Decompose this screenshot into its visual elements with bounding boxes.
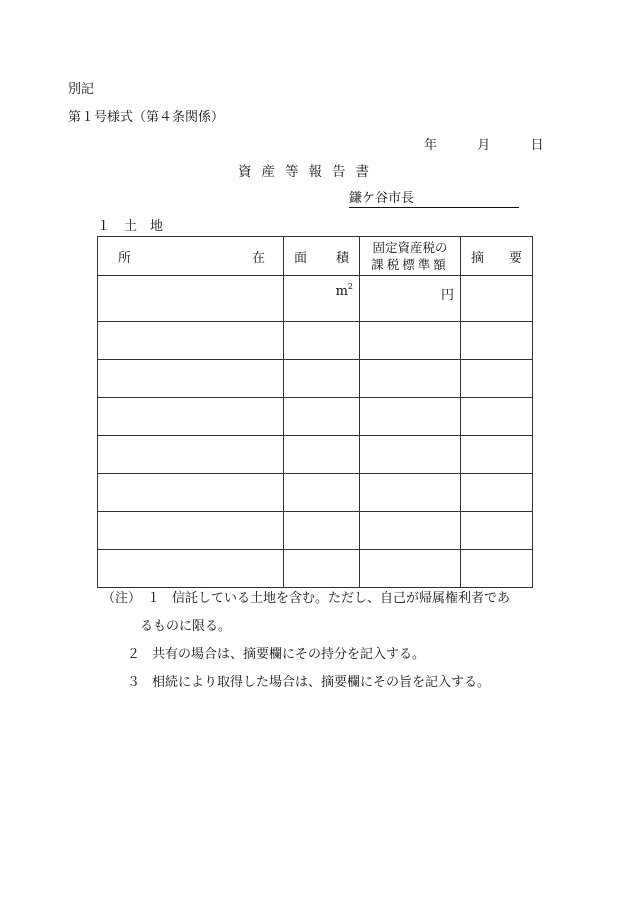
- note-text: るものに限る。: [140, 619, 232, 634]
- note-item-2: [102, 641, 510, 669]
- location-cell[interactable]: [98, 550, 284, 588]
- remarks-cell[interactable]: [461, 550, 533, 588]
- remarks-cell[interactable]: [461, 276, 533, 322]
- value-cell[interactable]: [360, 474, 461, 512]
- location-cell[interactable]: [98, 436, 284, 474]
- area-cell[interactable]: [284, 474, 360, 512]
- document-title: 資産等報告書: [238, 164, 379, 180]
- table-row: [98, 322, 533, 360]
- value-cell[interactable]: [360, 436, 461, 474]
- table-row: [98, 550, 533, 588]
- addressee: 鎌ケ谷市長: [349, 191, 415, 206]
- remarks-cell[interactable]: [461, 322, 533, 360]
- area-unit: m: [335, 284, 348, 299]
- table-row: [98, 276, 533, 322]
- date-year: 年: [424, 138, 438, 153]
- remarks-cell[interactable]: [461, 360, 533, 398]
- table-row: [98, 512, 533, 550]
- table-row: [98, 360, 533, 398]
- value-cell[interactable]: [360, 322, 461, 360]
- location-cell[interactable]: [98, 474, 284, 512]
- location-cell[interactable]: [98, 322, 284, 360]
- remarks-cell[interactable]: [461, 474, 533, 512]
- appendix-label: 別記: [68, 82, 95, 97]
- header-tax-base-value: 固定資産税の 課税標準額: [360, 237, 461, 276]
- area-cell[interactable]: [284, 512, 360, 550]
- note-item-3: [102, 669, 510, 697]
- table-header-row: [98, 237, 533, 276]
- header-remarks: 摘 要: [461, 237, 533, 276]
- header-location: 所 在: [98, 237, 284, 276]
- location-cell[interactable]: [98, 360, 284, 398]
- note-item-1-continued: [102, 613, 510, 641]
- area-cell[interactable]: [284, 360, 360, 398]
- note-number: ２: [127, 647, 141, 662]
- area-cell[interactable]: [284, 550, 360, 588]
- remarks-cell[interactable]: [461, 512, 533, 550]
- note-number: １: [147, 591, 161, 606]
- note-text: 相続により取得した場合は、摘要欄にその旨を記入する。: [152, 675, 491, 690]
- note-text: 共有の場合は、摘要欄にその持分を記入する。: [152, 647, 426, 662]
- section-number: １: [97, 219, 111, 234]
- value-unit: 円: [440, 288, 454, 303]
- note-item-1: [102, 585, 510, 613]
- section-heading: [97, 215, 163, 234]
- value-cell[interactable]: [360, 360, 461, 398]
- section-title: 土 地: [124, 219, 164, 234]
- area-cell[interactable]: $m^2$: [284, 276, 360, 322]
- value-cell[interactable]: [360, 550, 461, 588]
- land-table: [97, 236, 533, 588]
- notes-section: [102, 585, 510, 697]
- value-cell[interactable]: [360, 398, 461, 436]
- area-cell[interactable]: [284, 436, 360, 474]
- notes-label: （注）: [102, 591, 142, 606]
- table-row: [98, 474, 533, 512]
- note-text: 信託している土地を含む。ただし、自己が帰属権利者であ: [172, 591, 511, 606]
- location-cell[interactable]: [98, 276, 284, 322]
- date-line: [424, 134, 544, 153]
- remarks-cell[interactable]: [461, 398, 533, 436]
- value-cell[interactable]: [360, 276, 461, 322]
- area-cell[interactable]: [284, 322, 360, 360]
- date-day: 日: [530, 138, 544, 153]
- header-area: 面 積: [284, 237, 360, 276]
- location-cell[interactable]: [98, 512, 284, 550]
- location-cell[interactable]: [98, 398, 284, 436]
- addressee-line: [349, 187, 519, 208]
- table-row: [98, 398, 533, 436]
- date-month: 月: [477, 138, 491, 153]
- area-cell[interactable]: [284, 398, 360, 436]
- table-row: [98, 436, 533, 474]
- note-number: ３: [127, 675, 141, 690]
- remarks-cell[interactable]: [461, 436, 533, 474]
- value-cell[interactable]: [360, 512, 461, 550]
- form-number: 第１号様式（第４条関係）: [68, 110, 225, 125]
